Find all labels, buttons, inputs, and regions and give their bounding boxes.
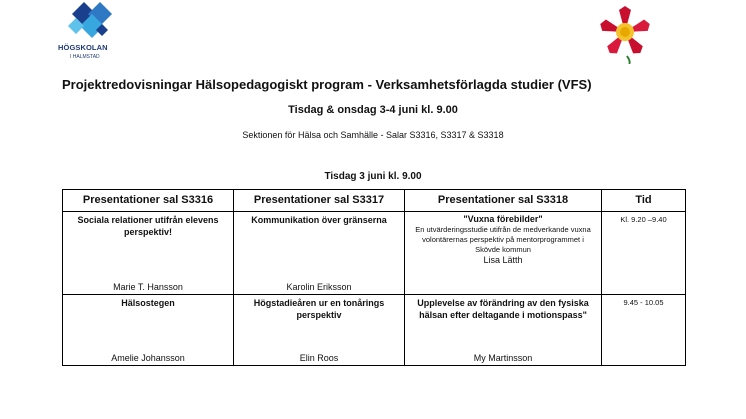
presenter-name: Elin Roos [299, 353, 339, 363]
header-s3318: Presentationer sal S3318 [405, 190, 602, 212]
table-row [63, 212, 686, 295]
presenter-name: My Martinsson [473, 353, 533, 363]
flower-icon [594, 4, 656, 64]
page-title: Projektredovisningar Hälsopedagogiskt program - Verksamhetsförlagda studier (VFS) [62, 77, 592, 92]
table-row [63, 295, 686, 366]
presentation-title: Kommunikation över gränserna [251, 215, 387, 225]
presenter-name: Karolin Eriksson [286, 282, 352, 292]
cell-s3318 [405, 295, 602, 366]
presentation-title: Högstadieåren ur en tonårings perspektiv [253, 298, 385, 320]
cell-s3317 [234, 295, 405, 366]
hogskolan-logo-mark-icon [66, 0, 118, 44]
logo-sub: I HALMSTAD [70, 54, 100, 60]
header-s3316: Presentationer sal S3316 [63, 190, 234, 212]
presentation-title: "Vuxna förebilder" [463, 214, 543, 224]
presentation-title: Sociala relationer utifrån elevens perspektiv! [77, 215, 219, 237]
cell-time [602, 212, 686, 295]
presentation-title: Upplevelse av förändring av den fysiska hälsan efter deltagande i motionspass" [417, 298, 589, 320]
time-slot: 9.45 - 10.05 [623, 298, 664, 307]
cell-s3316 [63, 295, 234, 366]
presenter-name: Amelie Johansson [111, 353, 185, 363]
logo-name: HÖGSKOLAN [58, 43, 108, 52]
date-line: Tisdag & onsdag 3-4 juni kl. 9.00 [288, 104, 458, 116]
cell-time [602, 295, 686, 366]
presenter-name: Lisa Lätth [483, 255, 523, 265]
section-line: Sektionen för Hälsa och Samhälle - Salar S3316, S3317 & S3318 [242, 130, 504, 140]
header-s3317: Presentationer sal S3317 [234, 190, 405, 212]
cell-s3318 [405, 212, 602, 295]
cell-s3316 [63, 212, 234, 295]
presenter-name: Marie T. Hansson [113, 282, 183, 292]
table-header-row [63, 190, 686, 212]
hogskolan-logo [58, 0, 128, 62]
header-time: Tid [602, 190, 686, 212]
time-slot: Kl. 9.20 –9.40 [620, 215, 667, 224]
presentation-title: Hälsostegen [121, 298, 175, 308]
schedule-table [62, 189, 686, 366]
day-heading: Tisdag 3 juni kl. 9.00 [324, 171, 422, 182]
presentation-description: En utvärderingsstudie utifrån de medverkande vuxna volontärernas perspektiv på mentorprogrammet i Skövde kommun [415, 225, 591, 254]
cell-s3317 [234, 212, 405, 295]
